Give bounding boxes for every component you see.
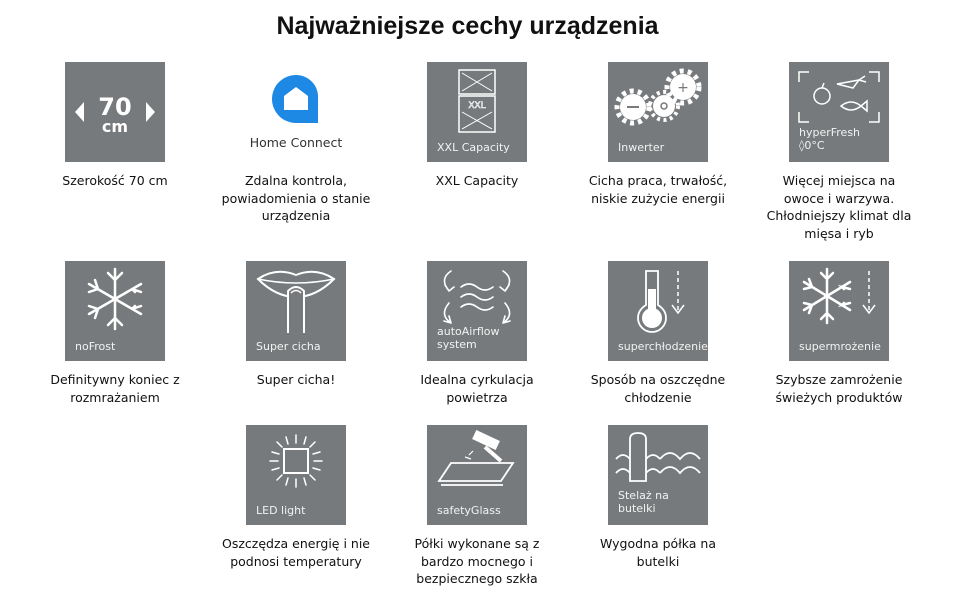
tile-label: supermrożenie — [799, 340, 881, 353]
width-arrows-icon — [65, 62, 165, 162]
tile-inverter — [608, 62, 708, 162]
tile-sublabel: butelki — [618, 502, 656, 515]
tile-hyperfresh — [789, 62, 889, 162]
tile-label-group — [799, 126, 887, 152]
tile-label: Stelaż na — [618, 489, 669, 502]
xxl-icon-text: XXL — [468, 101, 486, 111]
feature-description: Super cicha! — [256, 372, 336, 387]
tile-label: LED light — [256, 504, 306, 517]
page-title: Najważniejsze cechy urządzenia — [276, 12, 659, 40]
tile-bottle-rack — [608, 425, 708, 525]
tile-superfreezing — [789, 261, 889, 361]
feature-description: Zdalna kontrola, powiadomienia o stanie urządzenia — [221, 173, 371, 223]
tile-label: Inwerter — [618, 141, 665, 154]
tile-label: superchłodzenie — [618, 340, 708, 353]
width-value: 70 — [98, 93, 132, 121]
feature-description: Oszczędza energię i nie podnosi temperatury — [222, 536, 370, 569]
width-unit: cm — [101, 117, 129, 136]
feature-description: Szybsze zamrożenie świeżych produktów — [775, 372, 903, 405]
tile-label-group — [437, 325, 525, 351]
tile-label: hyperFresh — [799, 126, 861, 139]
feature-description: Sposób na oszczędne chłodzenie — [590, 372, 726, 405]
feature-description: Więcej miejsca na owoce i warzywa. Chłodniejszy klimat dla mięsa i ryb — [766, 173, 912, 241]
tile-label-group — [618, 489, 706, 515]
tile-led — [246, 425, 346, 525]
tile-label: XXL Capacity — [437, 141, 510, 154]
tile-supercooling — [608, 261, 708, 361]
tile-home-connect — [246, 62, 346, 162]
svg-text:+: + — [677, 80, 689, 96]
feature-description: Cicha praca, trwałość, niskie zużycie energii — [588, 173, 728, 206]
feature-description: Szerokość 70 cm — [62, 173, 168, 188]
feature-description: XXL Capacity — [435, 173, 519, 188]
feature-description: Definitywny koniec z rozmrażaniem — [50, 372, 180, 405]
feature-description: Idealna cyrkulacja powietrza — [420, 372, 534, 405]
tile-label: Super cicha — [256, 340, 321, 353]
tile-super-quiet — [246, 261, 346, 361]
home-connect-label: Home Connect — [249, 135, 343, 150]
tile-autoairflow — [427, 261, 527, 361]
tile-label: safetyGlass — [437, 504, 501, 517]
tile-label: noFrost — [75, 340, 116, 353]
tile-label: autoAirflow — [437, 325, 500, 338]
tile-nofrost — [65, 261, 165, 361]
tile-sublabel: system — [437, 338, 477, 351]
feature-description: Wygodna półka na butelki — [600, 536, 716, 569]
tile-width — [65, 62, 165, 162]
tile-sublabel: ◊0°C — [799, 139, 825, 152]
tile-xxl — [427, 62, 527, 162]
tile-safetyglass — [427, 425, 527, 525]
feature-description: Półki wykonane są z bardzo mocnego i bezpiecznego szkła — [414, 536, 540, 586]
